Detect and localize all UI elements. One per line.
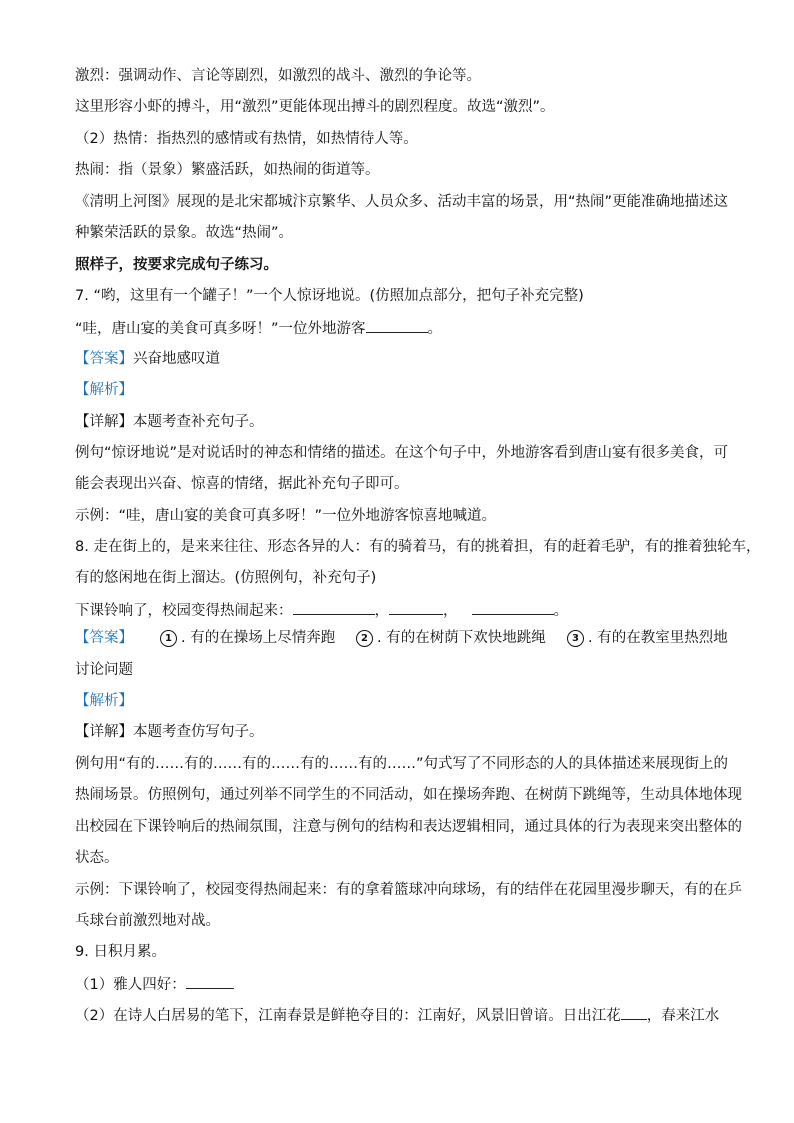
text-line: 例句用“有的……有的……有的……有的……有的……”句式写了不同形态的人的具体描述来展现街上的 bbox=[75, 756, 729, 772]
text-line: 【详解】本题考查仿写句子。 bbox=[75, 724, 264, 740]
answer-line bbox=[75, 349, 220, 369]
circled-number: 3 bbox=[567, 630, 584, 647]
text-line: 这里形容小虾的搏斗，用“激烈”更能体现出搏斗的剧烈程度。故选“激烈”。 bbox=[75, 99, 555, 115]
text-span: 。 bbox=[427, 321, 443, 337]
answer-text: . 有的在操场上尽情奔跑 bbox=[181, 630, 336, 646]
fill-blank bbox=[472, 600, 554, 615]
answer-item-3 bbox=[567, 628, 728, 648]
fill-blank bbox=[621, 1005, 647, 1020]
text-span: 下课铃响了，校园变得热闹起来： bbox=[75, 603, 293, 619]
answer-tag: 【答案】 bbox=[75, 630, 133, 646]
text-span: 。 bbox=[553, 603, 568, 619]
text-line: （2）热情：指热烈的感情或有热情，如热情待人等。 bbox=[75, 131, 418, 147]
answer-item-1 bbox=[160, 628, 335, 648]
text-line: 《清明上河图》展现的是北宋都城汴京繁华、人员众多、活动丰富的场景，用“热闹”更能准确地描述这 bbox=[75, 194, 729, 210]
answer-text: 兴奋地感叹道 bbox=[133, 351, 220, 367]
text-line: 乓球台前激烈地对战。 bbox=[75, 913, 220, 929]
question-9-1 bbox=[75, 974, 234, 995]
question-8: 8. 走在街上的，是来来往往、形态各异的人：有的骑着马，有的挑着担，有的赶着毛驴，有的推着独轮车， bbox=[75, 539, 761, 555]
text-line: 种繁荣活跃的景象。故选“热闹”。 bbox=[75, 225, 294, 241]
fill-blank bbox=[366, 318, 428, 333]
text-line: 状态。 bbox=[75, 850, 119, 866]
text-line: 热闹：指（景象）繁盛活跃，如热闹的街道等。 bbox=[75, 162, 380, 178]
text-line: 讨论问题 bbox=[75, 662, 133, 678]
text-span: ， bbox=[443, 603, 458, 619]
answer-text: . 有的在树荫下欢快地跳绳 bbox=[377, 630, 546, 646]
text-span: （2）在诗人白居易的笔下，江南春景是鲜艳夺目的：江南好，风景旧曾谙。日出江花 bbox=[75, 1008, 621, 1024]
text-line: 有的悠闲地在街上溜达。(仿照例句，补充句子) bbox=[75, 570, 377, 586]
section-heading: 照样子，按要求完成句子练习。 bbox=[75, 257, 278, 273]
analysis-tag: 【解析】 bbox=[75, 382, 133, 398]
question-7-blank-line bbox=[75, 318, 442, 339]
circled-number: 1 bbox=[160, 630, 177, 647]
text-span: ，春来江水 bbox=[646, 1008, 720, 1024]
text-line: 【详解】本题考查补充句子。 bbox=[75, 414, 264, 430]
text-span: ， bbox=[374, 603, 389, 619]
text-line: 激烈：强调动作、言论等剧烈，如激烈的战斗、激烈的争论等。 bbox=[75, 68, 481, 84]
question-8-blank-line bbox=[75, 600, 568, 621]
answer-item-2 bbox=[356, 628, 546, 648]
answer-tag: 【答案】 bbox=[75, 351, 133, 367]
text-line: 热闹场景。仿照例句，通过列举不同学生的不同活动，如在操场奔跑、在树荫下跳绳等，生动具体地体现 bbox=[75, 787, 742, 803]
text-span: “哇，唐山宴的美食可真多呀！”一位外地游客 bbox=[75, 321, 366, 337]
text-line: 示例：下课铃响了，校园变得热闹起来：有的拿着篮球冲向球场，有的结伴在花园里漫步聊天，有的在乒 bbox=[75, 882, 742, 898]
text-line: 例句“惊讶地说”是对说话时的神态和情绪的描述。在这个句子中，外地游客看到唐山宴有很多美食，可 bbox=[75, 445, 729, 461]
question-9-2 bbox=[75, 1005, 719, 1026]
fill-blank bbox=[389, 600, 443, 615]
question-7: 7. “哟，这里有一个罐子！”一个人惊讶地说。(仿照加点部分，把句子补充完整) bbox=[75, 288, 584, 304]
fill-blank bbox=[186, 974, 234, 989]
fill-blank bbox=[293, 600, 375, 615]
text-line: 示例：“哇，唐山宴的美食可真多呀！”一位外地游客惊喜地喊道。 bbox=[75, 508, 497, 524]
text-line: 出校园在下课铃响后的热闹氛围，注意与例句的结构和表达逻辑相同，通过具体的行为表现来突出整体的 bbox=[75, 819, 742, 835]
text-span: （1）雅人四好： bbox=[75, 977, 186, 993]
analysis-tag: 【解析】 bbox=[75, 693, 133, 709]
text-line: 能会表现出兴奋、惊喜的情绪，据此补充句子即可。 bbox=[75, 476, 409, 492]
circled-number: 2 bbox=[356, 630, 373, 647]
answer-text: . 有的在教室里热烈地 bbox=[588, 630, 728, 646]
question-9: 9. 日积月累。 bbox=[75, 944, 166, 960]
